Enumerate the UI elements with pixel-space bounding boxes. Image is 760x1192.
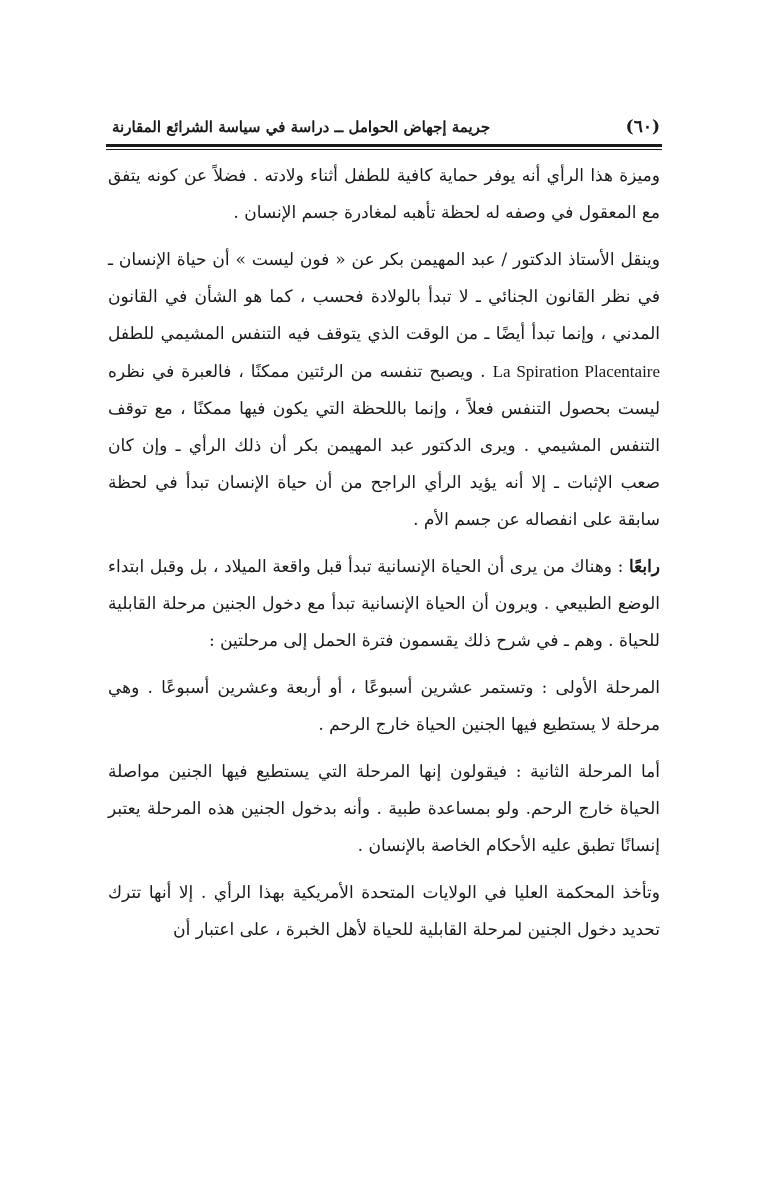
paragraph-lead: رابعًا — [628, 557, 661, 577]
paragraph-text: أما المرحلة الثانية : فيقولون إنها المرحلة التي يستطيع فيها الجنين مواصلة الحياة خارج الرحم. ولو بمساعدة طبية . وأنه بدخول الجنين هذه المرحلة يعتبر إنسانًا تطبق عليه الأحكام الخاصة بالإنسان . — [108, 762, 660, 856]
running-title: جريمة إجهاض الحوامل ــ دراسة في سياسة الشرائع المقارنة — [112, 118, 491, 136]
latin-term: La Spiration Placentaire — [492, 362, 661, 381]
paragraph-text: المرحلة الأولى : وتستمر عشرين أسبوعًا ، أو أربعة وعشرين أسبوعًا . وهي مرحلة لا يستطيع فيها الجنين الحياة خارج الرحم . — [108, 678, 660, 735]
paragraph-2 — [108, 242, 660, 539]
paragraph-text: وتأخذ المحكمة العليا في الولايات المتحدة الأمريكية بهذا الرأي . إلا أنها تترك تحديد دخول الجنين لمرحلة القابلية للحياة لأهل الخبرة ، على اعتبار أن — [108, 883, 660, 940]
body-text — [108, 158, 660, 959]
paragraph-text-before: وينقل الأستاذ الدكتور / عبد المهيمن بكر عن « فون ليست » أن حياة الإنسان ـ في نظر القانون الجنائي ـ لا تبدأ بالولادة فحسب ، كما هو الشأن في القانون المدني ، وإنما تبدأ أيضًا ـ من الوقت الذي يتوقف فيه التنفس المشيمي للطفل — [108, 250, 660, 344]
header-rule-thick — [106, 144, 662, 147]
header-rule-thin — [106, 149, 662, 150]
paragraph-1 — [108, 158, 660, 232]
paragraph-text: : وهناك من يرى أن الحياة الإنسانية تبدأ قبل واقعة الميلاد ، بل وقبل ابتداء الوضع الطبيعي . ويرون أن الحياة الإنسانية تبدأ مع دخول الجنين مرحلة القابلية للحياة . وهم ـ في شرح ذلك يقسمون فترة الحمل إلى مرحلتين : — [108, 557, 660, 651]
page-number: (٦٠) — [625, 117, 660, 137]
paragraph-5 — [108, 754, 660, 865]
paragraph-3 — [108, 549, 660, 660]
paragraph-6 — [108, 875, 660, 949]
paragraph-4 — [108, 670, 660, 744]
paragraph-text-after: . ويصبح تنفسه من الرئتين ممكنًا ، فالعبرة في نظره ليست بحصول التنفس فعلاً ، وإنما باللحظة التي يكون فيها ممكنًا ، مع توقف التنفس المشيمي . ويرى الدكتور عبد المهيمن بكر أن ذلك الرأي ـ وإن كان صعب الإثبات ـ إلا أنه يؤيد الرأي الراجح من أن حياة الإنسان تبدأ في لحظة سابقة على انفصاله عن جسم الأم . — [108, 362, 660, 530]
page-header — [112, 112, 660, 142]
paragraph-text: وميزة هذا الرأي أنه يوفر حماية كافية للطفل أثناء ولادته . فضلاً عن كونه يتفق مع المعقول في وصفه له لحظة تأهبه لمغادرة جسم الإنسان . — [108, 166, 660, 223]
